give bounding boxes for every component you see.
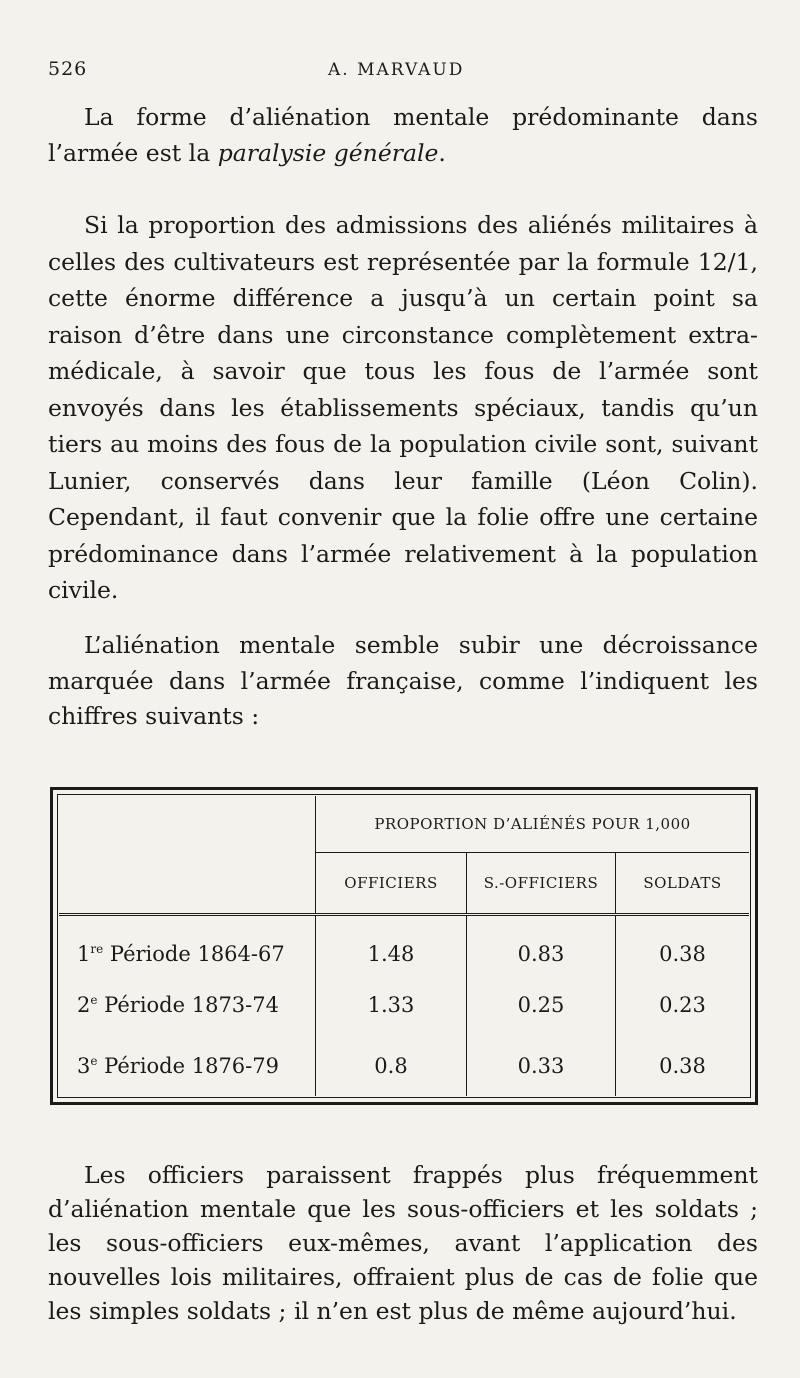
column-header-sous-officiers: S.-OFFICIERS bbox=[467, 852, 616, 915]
row-label: 1re Période 1864-67 bbox=[77, 941, 285, 966]
table-corner-cell bbox=[59, 852, 316, 915]
emphasis-term: paralysie générale bbox=[217, 138, 439, 167]
running-head bbox=[48, 58, 758, 88]
cell-officiers: 0.8 bbox=[316, 1036, 467, 1096]
table-row bbox=[59, 975, 749, 1035]
running-head-author: A. MARVAUD bbox=[328, 60, 465, 80]
cell-officiers: 1.33 bbox=[316, 975, 467, 1035]
cell-soldats: 0.23 bbox=[616, 975, 750, 1035]
cell-officiers: 1.48 bbox=[316, 915, 467, 975]
cell-soldats: 0.38 bbox=[616, 1036, 750, 1096]
paragraph-text: La forme d’aliénation mentale prédominante dans l’armée est la bbox=[48, 103, 758, 167]
table-corner-cell bbox=[59, 796, 316, 852]
statistics-table bbox=[59, 796, 749, 1096]
row-label: 3e Période 1876-79 bbox=[77, 1053, 279, 1078]
cell-sous-officiers: 0.33 bbox=[467, 1036, 616, 1096]
paragraph-admission-proportion: Si la proportion des admissions des aliénés militaires à celles des cultivateurs est représentée par la formule 12/1, cette énorme différence a jusqu’à un certain point sa raison d’être dans une circonstance complètement extra-médicale, à savoir que tous les fous de l’armée sont envoyés dans les établissements spéciaux, tandis qu’un tiers au moins des fous de la population civile sont, suivant Lunier, conservés dans leur famille (Léon Colin). Cependant, il faut convenir que la folie offre une certaine prédominance dans l’armée relativement à la population civile. bbox=[48, 211, 758, 604]
cell-sous-officiers: 0.25 bbox=[467, 975, 616, 1035]
column-header-officiers: OFFICIERS bbox=[316, 852, 467, 915]
cell-soldats: 0.38 bbox=[616, 915, 750, 975]
table-row bbox=[59, 915, 749, 975]
paragraph-officers-conclusion: Les officiers paraissent frappés plus fréquemment d’aliénation mentale que les sous-officiers et les soldats ; les sous-officiers eux-mêmes, avant l’application des nouvelles lois militaires, offraient plus de cas de folie que les simples soldats ; il n’en est plus de même aujourd’hui. bbox=[48, 1161, 758, 1325]
row-label: 2e Période 1873-74 bbox=[77, 993, 279, 1018]
paragraph-decrease: L’aliénation mentale semble subir une décroissance marquée dans l’armée française, comme l’indiquent les chiffres suivants : bbox=[48, 631, 758, 730]
cell-sous-officiers: 0.83 bbox=[467, 915, 616, 975]
paragraph-text: . bbox=[438, 138, 446, 167]
page-number: 526 bbox=[48, 58, 88, 80]
statistics-table-frame bbox=[50, 787, 758, 1105]
table-group-header-row bbox=[59, 796, 749, 852]
table-group-header: PROPORTION D’ALIÉNÉS POUR 1,000 bbox=[316, 796, 750, 852]
paragraph-dominant-form bbox=[48, 100, 758, 171]
table-column-header-row bbox=[59, 852, 749, 915]
table-row bbox=[59, 1036, 749, 1096]
column-header-soldats: SOLDATS bbox=[616, 852, 750, 915]
